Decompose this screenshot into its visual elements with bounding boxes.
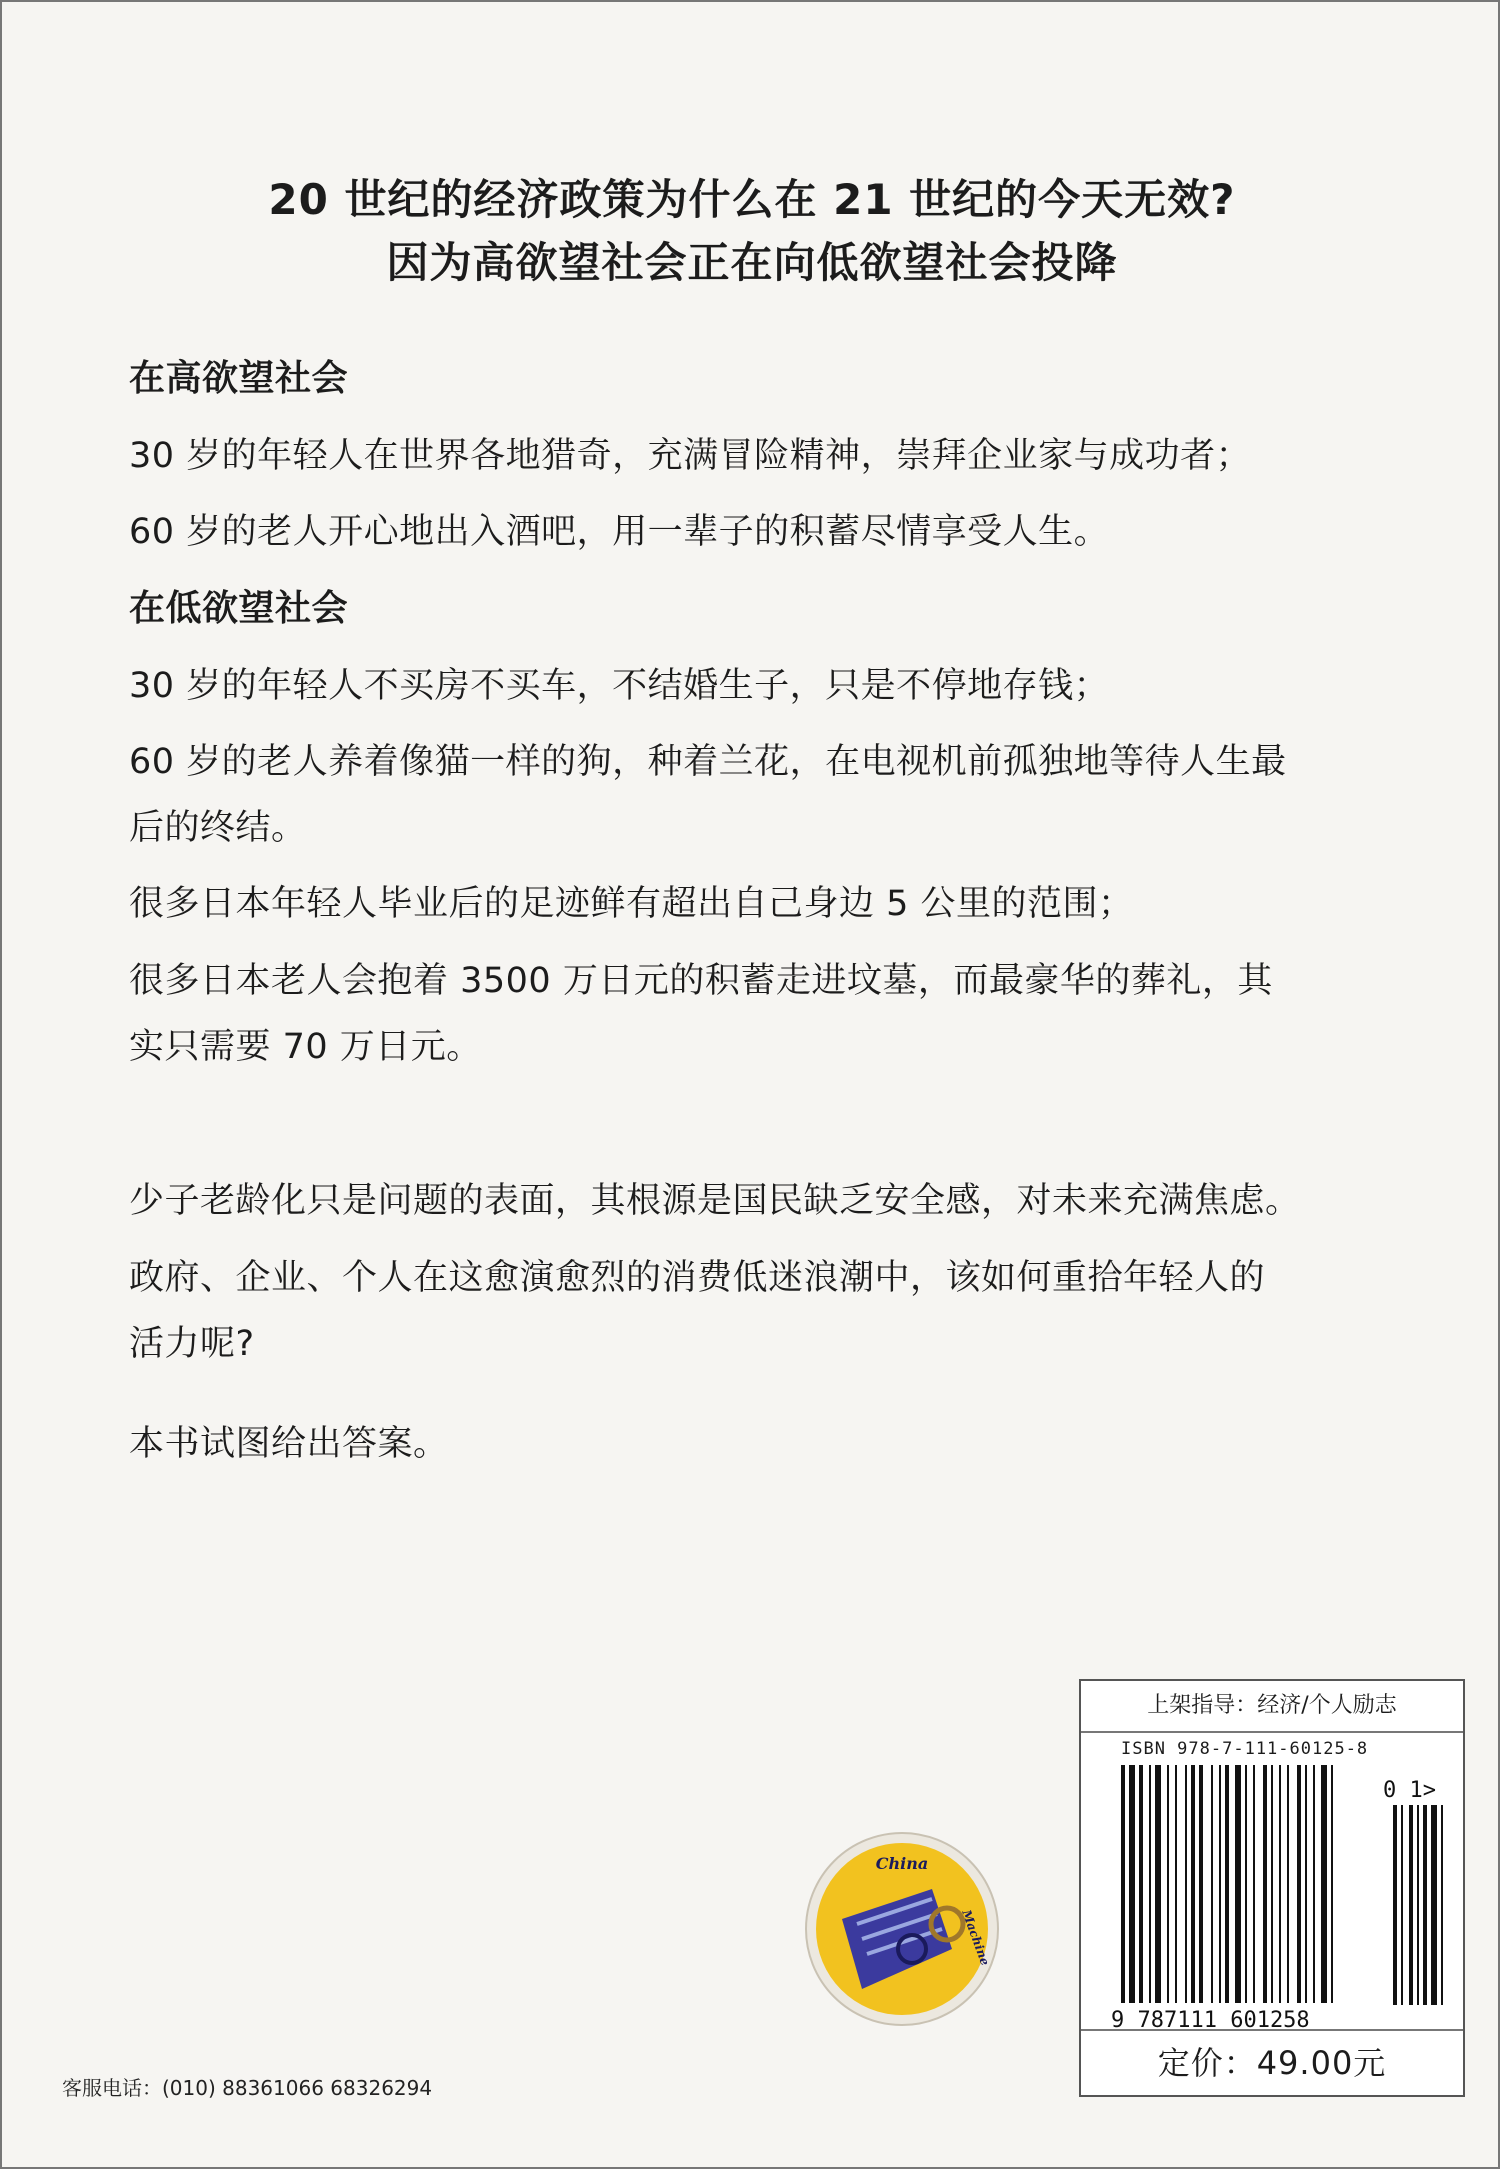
barcode-addon-bar [1423, 1805, 1427, 2005]
barcode-bar [1211, 1765, 1213, 2003]
headline-answer: 因为高欲望社会正在向低欲望社会投降 [386, 238, 1118, 287]
svg-text:Machine: Machine [959, 1907, 993, 1968]
publisher-seal-logo [802, 1829, 1002, 2029]
low-desire-line-1: 30 岁的年轻人不买房不买车，不结婚生子，只是不停地存钱； [129, 666, 1110, 706]
low-desire-line-4a: 很多日本老人会抱着 3500 万日元的积蓄走进坟墓，而最豪华的葬礼，其 [129, 961, 1273, 1001]
barcode-bar [1129, 1765, 1135, 2003]
barcode-bar [1297, 1765, 1301, 2003]
isbn-number: ISBN 978-7-111-60125-8 [1121, 1739, 1369, 1759]
low-desire-line-2a: 60 岁的老人养着像猫一样的狗，种着兰花，在电视机前孤独地等待人生最 [129, 742, 1287, 782]
barcode-bar [1271, 1765, 1273, 2003]
barcode-bar [1225, 1765, 1229, 2003]
barcode-addon-bar [1401, 1805, 1403, 2005]
barcode-bar [1185, 1765, 1187, 2003]
headline-question: 20 世纪的经济政策为什么在 21 世纪的今天无效? [268, 175, 1236, 224]
barcode-addon-label: 0 1> [1383, 1778, 1436, 1803]
conclusion-line-2b: 活力呢? [129, 1324, 255, 1364]
barcode-bar [1139, 1765, 1143, 2003]
barcode-bar [1149, 1765, 1151, 2003]
low-desire-heading: 在低欲望社会 [129, 588, 349, 629]
barcode-bar [1287, 1765, 1289, 2003]
barcode-bar [1321, 1765, 1327, 2003]
barcode-bar [1305, 1765, 1307, 2003]
barcode-bar [1167, 1765, 1169, 2003]
conclusion-line-1: 少子老龄化只是问题的表面，其根源是国民缺乏安全感，对未来充满焦虑。 [129, 1181, 1301, 1221]
svg-text:China: China [875, 1854, 929, 1873]
barcode-bar [1219, 1765, 1221, 2003]
barcode-panel [1079, 1679, 1465, 2097]
low-desire-line-3: 很多日本年轻人毕业后的足迹鲜有超出自己身边 5 公里的范围； [129, 884, 1134, 924]
barcode-addon-bar [1393, 1805, 1397, 2005]
barcode-image [1111, 1765, 1451, 2035]
barcode-bar [1253, 1765, 1255, 2003]
barcode-bar [1245, 1765, 1247, 2003]
barcode-addon-bar [1417, 1805, 1419, 2005]
high-desire-line-2: 60 岁的老人开心地出入酒吧，用一辈子的积蓄尽情享受人生。 [129, 512, 1110, 552]
conclusion-line-3: 本书试图给出答案。 [129, 1424, 449, 1464]
barcode-bar [1331, 1765, 1333, 2003]
high-desire-line-1: 30 岁的年轻人在世界各地猎奇，充满冒险精神，崇拜企业家与成功者； [129, 436, 1252, 476]
low-desire-line-2b: 后的终结。 [129, 808, 307, 848]
barcode-bar [1121, 1765, 1125, 2003]
barcode-addon-bar [1409, 1805, 1413, 2005]
shelf-guide: 上架指导：经济/个人励志 [1081, 1681, 1463, 1733]
conclusion-line-2a: 政府、企业、个人在这愈演愈烈的消费低迷浪潮中，该如何重拾年轻人的 [129, 1258, 1266, 1298]
barcode-addon-bar [1441, 1805, 1443, 2005]
low-desire-line-4b: 实只需要 70 万日元。 [129, 1027, 482, 1067]
barcode-bar [1263, 1765, 1267, 2003]
high-desire-heading: 在高欲望社会 [129, 358, 349, 399]
customer-service-hotline: 客服电话：(010) 88361066 68326294 [62, 2076, 433, 2100]
barcode-bar [1155, 1765, 1161, 2003]
barcode-bar [1313, 1765, 1315, 2003]
barcode-digits: 9 787111 601258 [1111, 2008, 1310, 2033]
barcode-bar [1175, 1765, 1177, 2003]
barcode-bar [1279, 1765, 1281, 2003]
barcode-bar [1191, 1765, 1195, 2003]
price-label: 定价：49.00元 [1081, 2029, 1463, 2095]
barcode-bar [1199, 1765, 1203, 2003]
barcode-bar [1235, 1765, 1241, 2003]
barcode-addon-bar [1431, 1805, 1437, 2005]
